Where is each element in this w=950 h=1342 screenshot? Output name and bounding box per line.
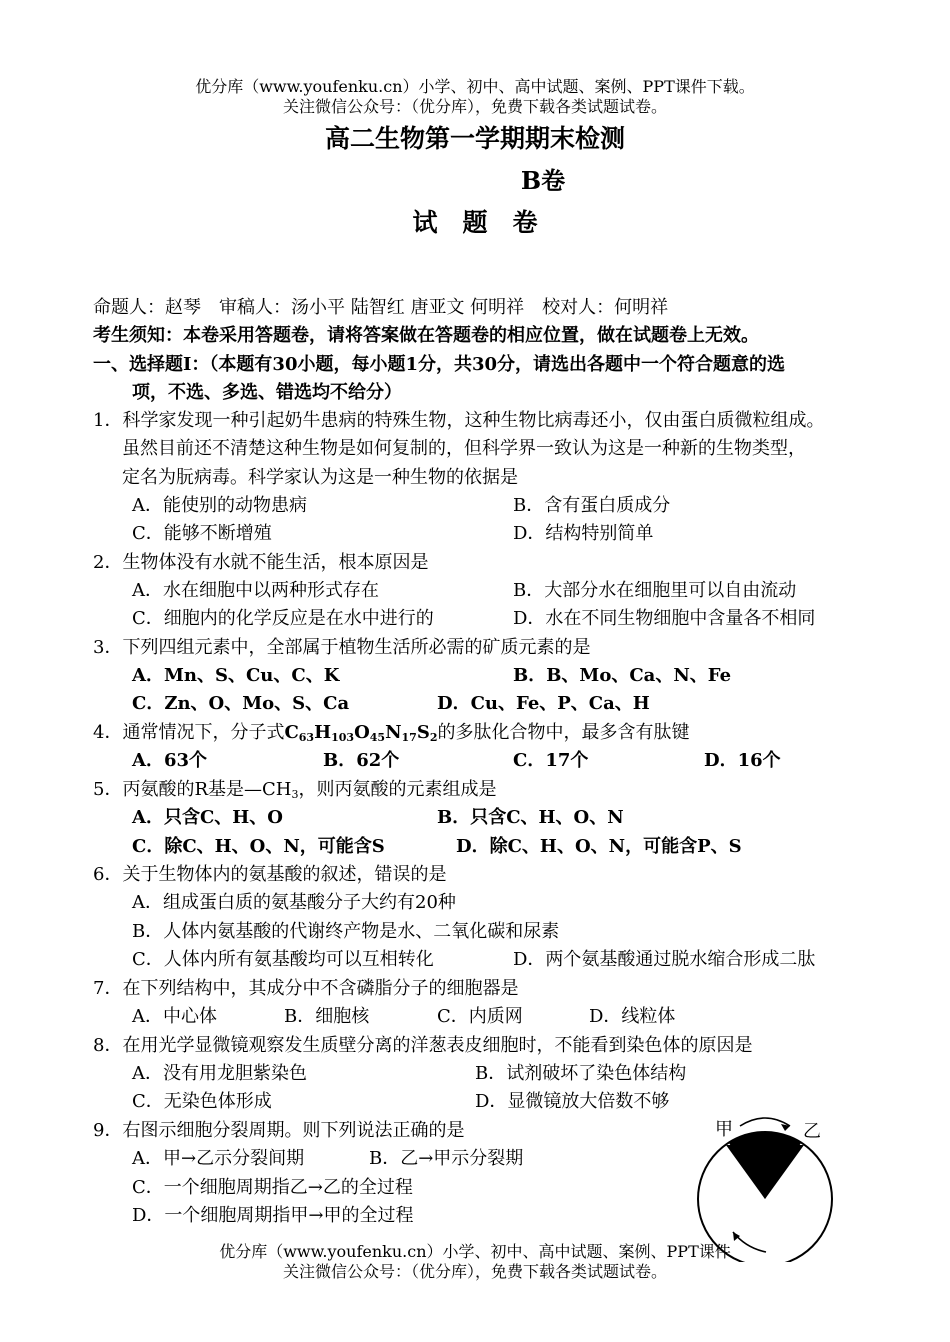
q6-option-b: B．人体内氨基酸的代谢终产物是水、二氧化碳和尿素: [132, 921, 560, 942]
q3-option-b: B．B、Mo、Ca、N、Fe: [513, 665, 732, 686]
q5-subscript: 3: [291, 788, 299, 801]
question-3-stem: 3．下列四组元素中，全部属于植物生活所必需的矿质元素的是: [93, 637, 591, 658]
q4-option-b: B．62个: [323, 750, 400, 771]
q4-option-a: A．63个: [132, 750, 208, 771]
q6-option-d: D．两个氨基酸通过脱水缩合形成二肽: [513, 949, 816, 970]
paper-type: 试 题 卷: [412, 208, 538, 237]
question-9-stem: 9．右图示细胞分裂周期。则下列说法正确的是: [93, 1120, 465, 1141]
q2-option-a: A．水在细胞中以两种形式存在: [132, 580, 379, 601]
q9-option-a: A．甲→乙示分裂间期: [132, 1148, 305, 1169]
q3-option-d: D．Cu、Fe、P、Ca、H: [437, 693, 650, 714]
q8-option-a: A．没有用龙胆紫染色: [132, 1063, 307, 1084]
q1-option-b: B．含有蛋白质成分: [513, 495, 671, 516]
question-6-stem: 6．关于生物体内的氨基酸的叙述，错误的是: [93, 864, 447, 885]
question-2-stem: 2．生物体没有水就不能生活，根本原因是: [93, 552, 429, 573]
q4-option-c: C．17个: [513, 750, 589, 771]
q5-option-c: C．除C、H、O、N，可能含S: [132, 836, 385, 857]
question-8-stem: 8．在用光学显微镜观察发生质壁分离的洋葱表皮细胞时，不能看到染色体的原因是: [93, 1035, 753, 1056]
authors-line: 命题人：赵琴 审稿人：汤小平 陆智红 唐亚文 何明祥 校对人：何明祥: [93, 297, 669, 318]
label-yi: 乙: [803, 1121, 821, 1142]
q2-option-b: B．大部分水在细胞里可以自由流动: [513, 580, 797, 601]
section-heading-cont: 项，不选、多选、错选均不给分）: [132, 382, 402, 403]
q1-option-a: A．能使别的动物患病: [132, 495, 307, 516]
q7-option-d: D．线粒体: [589, 1006, 676, 1027]
exam-notice: 考生须知：本卷采用答题卷，请将答案做在答题卷的相应位置，做在试题卷上无效。: [93, 325, 759, 346]
question-5-stem: [93, 779, 496, 801]
q8-option-d: D．显微镜放大倍数不够: [475, 1091, 670, 1112]
q6-option-c: C．人体内所有氨基酸均可以互相转化: [132, 949, 434, 970]
label-jia: 甲: [715, 1119, 733, 1140]
q4-stem-pre: 4．通常情况下，分子式: [93, 722, 285, 743]
q5-option-b: B．只含C、H、O、N: [437, 807, 624, 828]
q7-option-c: C．内质网: [437, 1006, 523, 1027]
q1-option-d: D．结构特别简单: [513, 523, 654, 544]
q1-option-c: C．能够不断增殖: [132, 523, 272, 544]
header-line-2: 关注微信公众号：（优分库），免费下载各类试题试卷。: [282, 97, 667, 116]
q2-option-d: D．水在不同生物细胞中含量各不相同: [513, 608, 816, 629]
q7-option-b: B．细胞核: [284, 1006, 370, 1027]
cell-cycle-svg: [690, 1112, 850, 1262]
q3-option-c: C．Zn、O、Mo、S、Ca: [132, 693, 350, 714]
molecular-formula: $C_{63}H_{103}O_{45}N_{17}S_2$: [284, 722, 438, 744]
question-1-stem-3: 定名为朊病毒。科学家认为这是一种生物的依据是: [122, 467, 518, 488]
section-heading: 一、选择题Ⅰ：（本题有30小题，每小题1分，共30分，请选出各题中一个符合题意的选: [93, 354, 786, 375]
page-title: 高二生物第一学期期末检测: [324, 124, 625, 153]
footer-line-2: 关注微信公众号：（优分库），免费下载各类试题试卷。: [282, 1262, 667, 1281]
q8-option-b: B．试剂破坏了染色体结构: [475, 1063, 687, 1084]
q9-option-c: C．一个细胞周期指乙→乙的全过程: [132, 1177, 413, 1198]
header-line-1: 优分库（www.youfenku.cn）小学、初中、高中试题、案例、PPT课件下载。: [195, 77, 755, 96]
q5-stem-pre: 5．丙氨酸的R基是—CH: [93, 779, 292, 800]
q9-option-d: D．一个细胞周期指甲→甲的全过程: [132, 1205, 414, 1226]
question-1-stem-2: 虽然目前还不清楚这种生物是如何复制的，但科学界一致认为这是一种新的生物类型，: [122, 438, 806, 459]
question-1-stem: 1．科学家发现一种引起奶牛患病的特殊生物，这种生物比病毒还小，仅由蛋白质微粒组成。: [93, 410, 825, 431]
paper-version: B卷: [520, 166, 566, 195]
q4-stem-post: 的多肽化合物中，最多含有肽键: [437, 722, 690, 743]
cell-cycle-diagram: [690, 1112, 850, 1262]
footer-line-1: 优分库（www.youfenku.cn）小学、初中、高中试题、案例、PPT课件: [219, 1242, 731, 1261]
q7-option-a: A．中心体: [132, 1006, 217, 1027]
question-7-stem: 7．在下列结构中，其成分中不含磷脂分子的细胞器是: [93, 978, 519, 999]
q5-stem-post: ，则丙氨酸的元素组成是: [298, 779, 497, 800]
q9-option-b: B．乙→甲示分裂期: [369, 1148, 524, 1169]
q4-option-d: D．16个: [704, 750, 781, 771]
q6-option-a: A．组成蛋白质的氨基酸分子大约有20种: [132, 892, 456, 913]
q8-option-c: C．无染色体形成: [132, 1091, 272, 1112]
q5-option-d: D．除C、H、O、N，可能含P、S: [456, 836, 742, 857]
question-4-stem: [93, 722, 690, 744]
q5-option-a: A．只含C、H、O: [132, 807, 283, 828]
q3-option-a: A．Mn、S、Cu、C、K: [132, 665, 340, 686]
q2-option-c: C．细胞内的化学反应是在水中进行的: [132, 608, 434, 629]
